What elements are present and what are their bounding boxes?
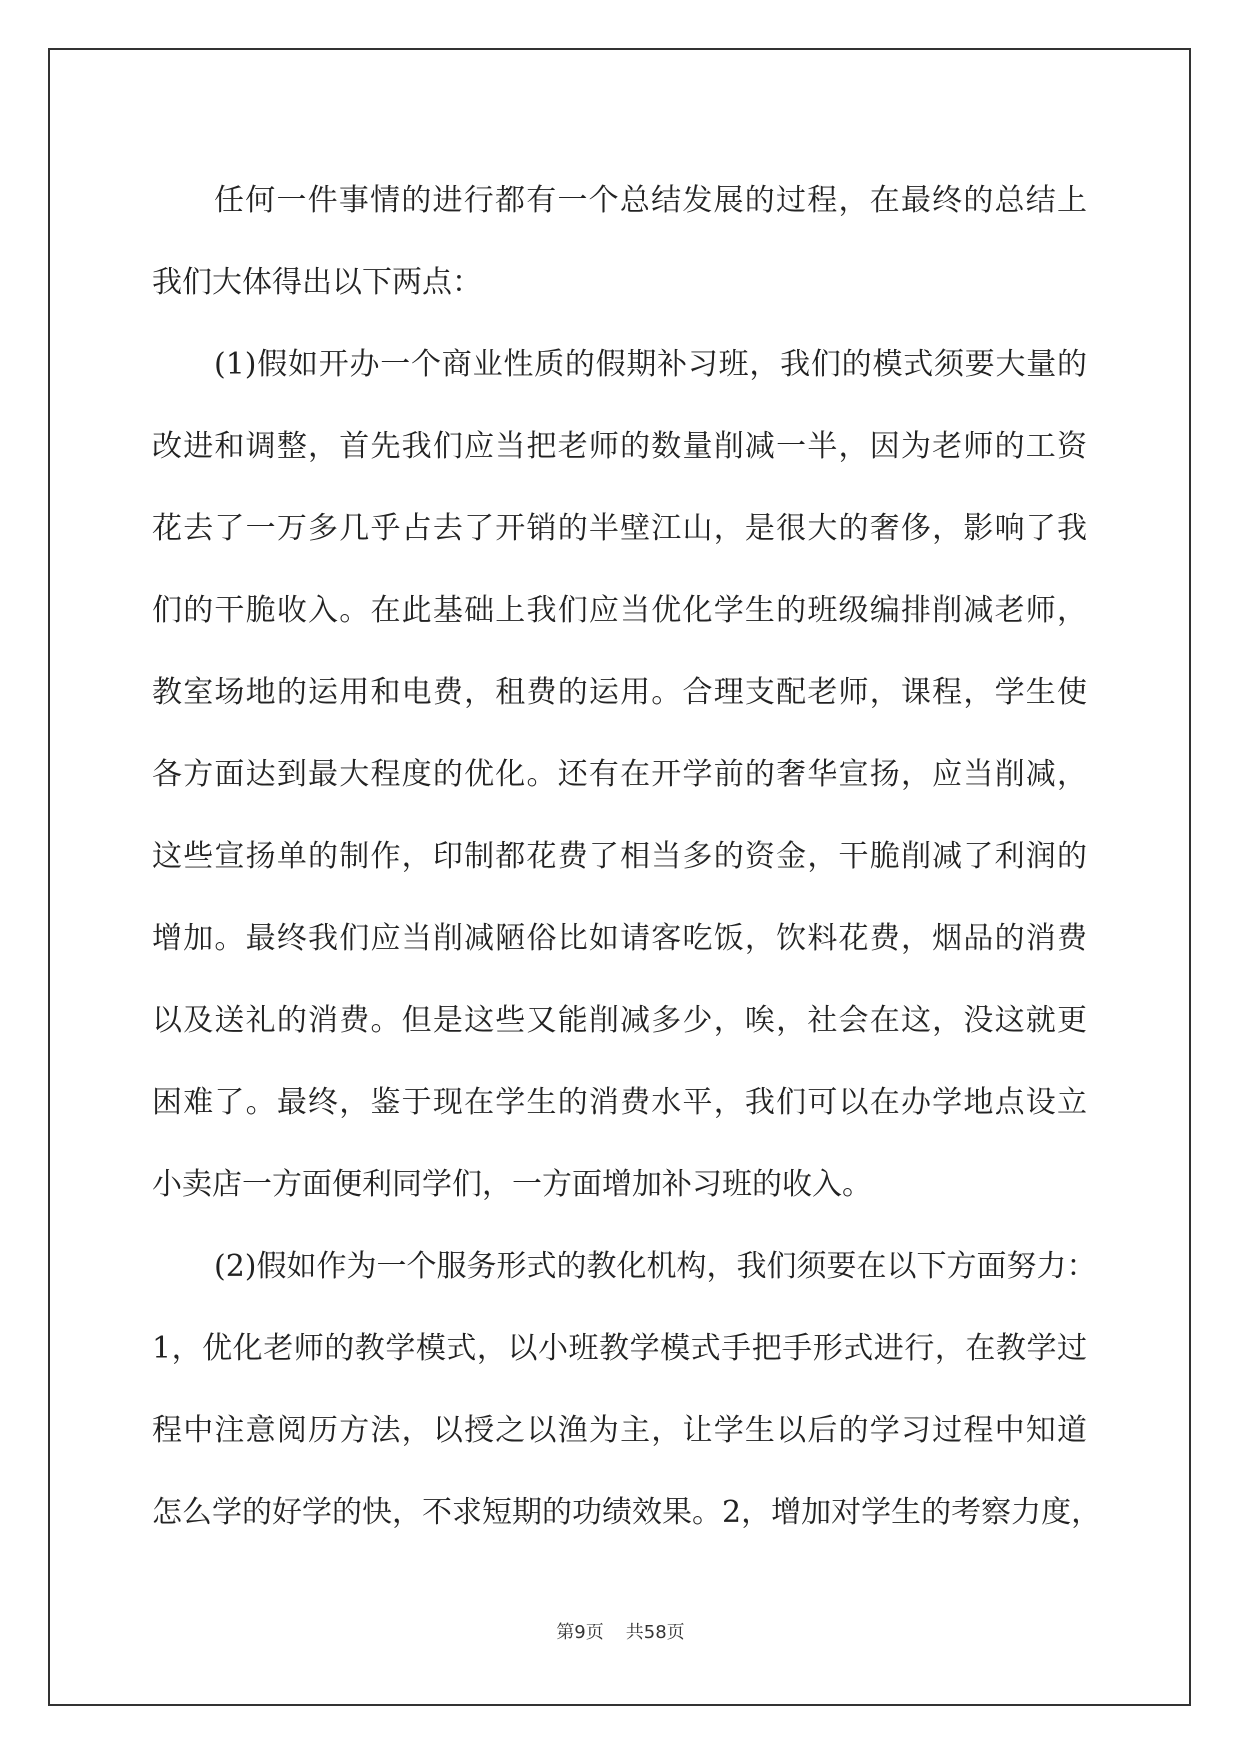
text-line: 以及送礼的消费。但是这些又能削减多少，唉，社会在这，没这就更 [152, 1003, 1087, 1038]
text-line: (2)假如作为一个服务形式的教化机构，我们须要在以下方面努力： [214, 1249, 1097, 1284]
text-line: 这些宣扬单的制作，印制都花费了相当多的资金，干脆削减了利润的 [152, 839, 1087, 874]
document-body [152, 160, 1102, 1554]
text-line: 困难了。最终，鉴于现在学生的消费水平，我们可以在办学地点设立 [152, 1085, 1087, 1120]
text-line: 教室场地的运用和电费，租费的运用。合理支配老师，课程，学生使 [152, 675, 1087, 710]
text-line: 花去了一万多几乎占去了开销的半壁江山，是很大的奢侈，影响了我 [152, 511, 1087, 546]
text-line: 任何一件事情的进行都有一个总结发展的过程，在最终的总结上 [214, 183, 1087, 218]
text-line: 各方面达到最大程度的优化。还有在开学前的奢华宣扬，应当削减， [152, 757, 1087, 792]
text-line: (1)假如开办一个商业性质的假期补习班，我们的模式须要大量的 [214, 347, 1087, 382]
page-number: 第9页 [556, 1622, 604, 1643]
page-total: 共58页 [625, 1622, 685, 1643]
text-line: 我们大体得出以下两点： [152, 265, 482, 300]
text-line: 改进和调整，首先我们应当把老师的数量削减一半，因为老师的工资 [152, 429, 1087, 464]
page-footer [0, 1618, 1241, 1644]
text-line: 怎么学的好学的快，不求短期的功绩效果。2，增加对学生的考察力度， [152, 1495, 1102, 1530]
text-line: 1，优化老师的教学模式，以小班教学模式手把手形式进行，在教学过 [152, 1331, 1087, 1366]
text-line: 小卖店一方面便利同学们，一方面增加补习班的收入。 [152, 1167, 872, 1202]
text-line: 们的干脆收入。在此基础上我们应当优化学生的班级编排削减老师， [152, 593, 1087, 628]
text-line: 程中注意阅历方法，以授之以渔为主，让学生以后的学习过程中知道 [152, 1413, 1087, 1448]
text-line: 增加。最终我们应当削减陋俗比如请客吃饭，饮料花费，烟品的消费 [152, 921, 1087, 956]
